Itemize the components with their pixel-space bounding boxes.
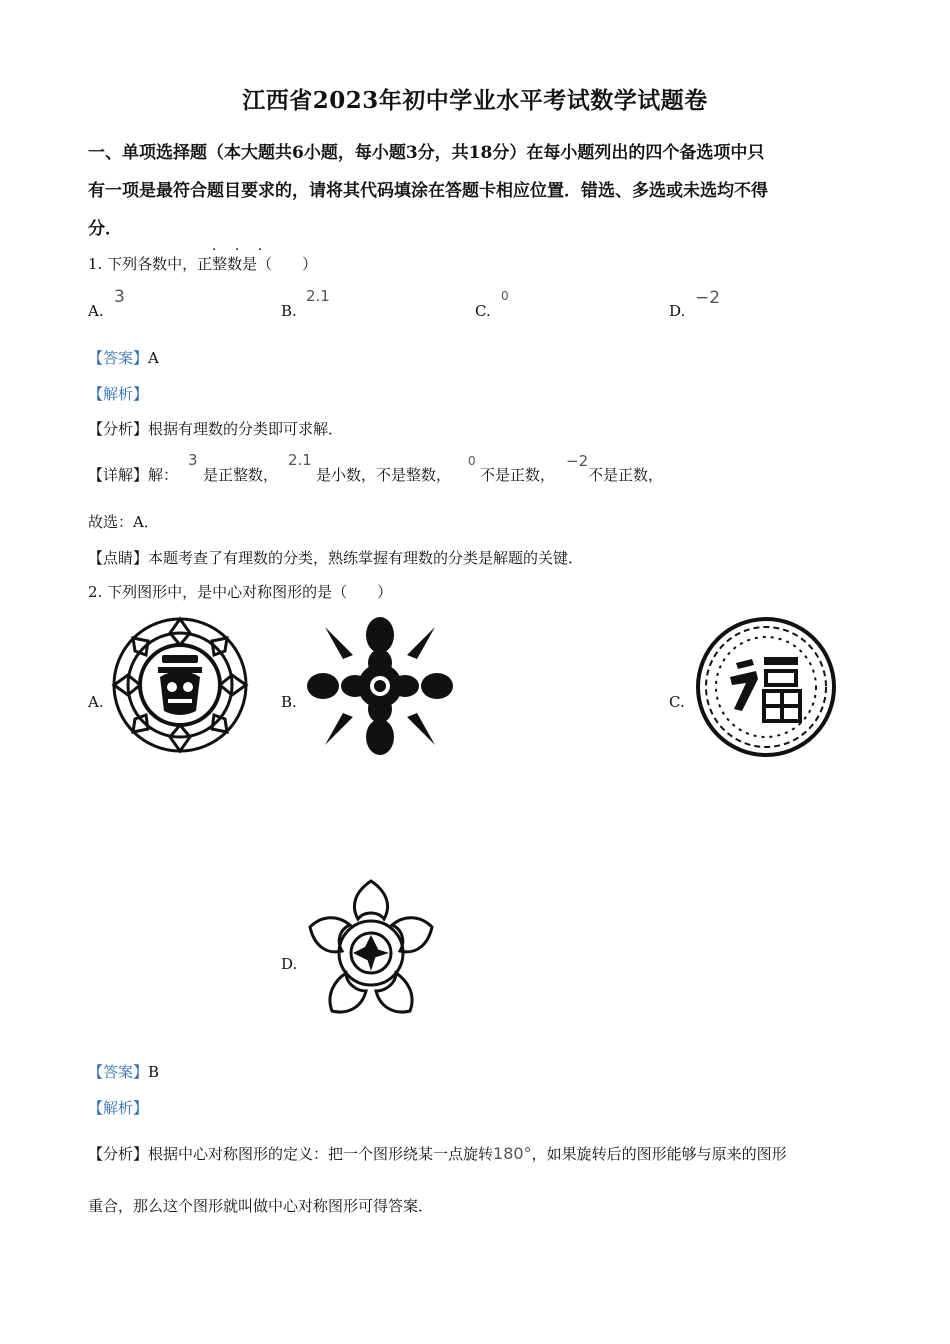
rotation-angle: 180° <box>493 1144 532 1163</box>
q1-answer: A <box>148 349 159 367</box>
q1-fenxi-line <box>88 419 343 439</box>
q2-option-d-letter: D. <box>281 955 298 973</box>
section-line-1: 一、单项选择题（本大题共6小题，每小题3分，共18分）在每小题列出的四个备选项中只 <box>88 143 765 163</box>
q1-option-d-letter: D. <box>669 302 686 320</box>
q2-option-c-letter: C. <box>669 693 685 711</box>
q2-option-a-letter: A. <box>88 693 104 711</box>
q2-fenxi-line-2: 重合，那么这个图形就叫做中心对称图形可得答案． <box>88 1197 434 1215</box>
detail-num-3: 0 <box>468 454 476 468</box>
q1-option-a-value: 3 <box>114 287 125 307</box>
detail-text-4: 不是正数， <box>588 466 664 484</box>
q2-analysis-tag: 【解析】 <box>88 1099 149 1117</box>
q1-option-b-value: 2.1 <box>306 287 330 305</box>
lotus-medallion-image <box>110 615 250 755</box>
q1-option-a-letter: A. <box>88 302 104 320</box>
detail-num-4: −2 <box>566 452 589 470</box>
fenxi-tag: 【分析】 <box>88 1145 149 1163</box>
section-heading <box>88 134 868 248</box>
detail-text-2: 是小数，不是整数， <box>316 466 452 484</box>
detail-tag: 【详解】 <box>88 466 149 484</box>
q1-detail-tag-line <box>88 465 178 485</box>
q2-fenxi-line-1 <box>88 1144 787 1164</box>
q2-fenxi-a: 根据中心对称图形的定义：把一个图形绕某一点旋转 <box>148 1145 494 1163</box>
eight-petal-flower-image <box>305 615 455 760</box>
q1-comment: 本题考查了有理数的分类，熟练掌握有理数的分类是解题的关键． <box>148 549 584 567</box>
round-fu-character-image <box>694 615 839 760</box>
q2-answer-line <box>88 1062 159 1082</box>
q1-stem: 1. 下列各数中，正整数是（ ） <box>88 255 318 273</box>
section-line-3: 分． <box>88 219 122 239</box>
q2-answer: B <box>148 1063 160 1081</box>
q1-fenxi: 根据有理数的分类即可求解． <box>148 420 344 438</box>
q1-comment-line <box>88 548 583 568</box>
q1-answer-line <box>88 348 159 368</box>
answer-tag: 【答案】 <box>88 349 149 367</box>
detail-num-2: 2.1 <box>288 451 312 469</box>
detail-text-3: 不是正数， <box>480 466 556 484</box>
q1-option-d-value: −2 <box>695 288 721 308</box>
q1-analysis-tag: 【解析】 <box>88 385 149 403</box>
comment-tag: 【点睛】 <box>88 549 149 567</box>
fenxi-tag: 【分析】 <box>88 420 149 438</box>
detail-prefix: 解： <box>148 466 179 484</box>
detail-text-1: 是正整数， <box>203 466 279 484</box>
detail-num-1: 3 <box>188 451 198 469</box>
q1-option-c-value: 0 <box>501 289 509 303</box>
q2-option-b-letter: B. <box>281 693 297 711</box>
q1-option-c-letter: C. <box>475 302 491 320</box>
section-line-2: 有一项是最符合题目要求的，请将其代码填涂在答题卡相应位置．错选、多选或未选均不得 <box>88 181 768 201</box>
answer-tag: 【答案】 <box>88 1063 149 1081</box>
q1-conclusion: 故选：A． <box>88 513 159 531</box>
emphasis-dots: · · · <box>212 242 270 258</box>
five-petal-flower-image <box>304 875 439 1023</box>
q2-fenxi-b: ，如果旋转后的图形能够与原来的图形 <box>531 1145 787 1163</box>
q2-stem: 2. 下列图形中，是中心对称图形的是（ ） <box>88 583 393 601</box>
page-title: 江西省2023年初中学业水平考试数学试题卷 <box>242 87 708 114</box>
q1-option-b-letter: B. <box>281 302 297 320</box>
